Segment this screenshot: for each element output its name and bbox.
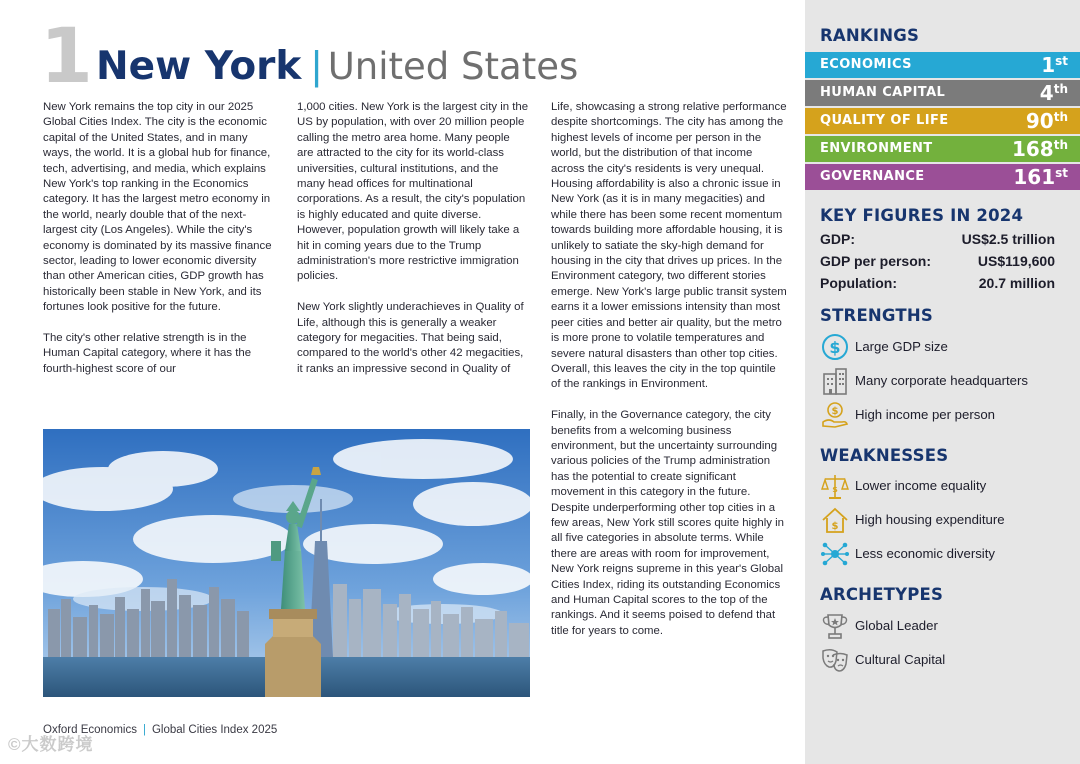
ranking-row-economics — [805, 52, 1080, 78]
report-name: Global Cities Index 2025 — [151, 724, 278, 736]
sidebar — [805, 0, 1080, 764]
watermark: ©大数跨境 — [8, 735, 94, 754]
ranking-row-quality-of-life — [805, 108, 1080, 134]
key-figures-heading: KEY FIGURES IN 2024 — [820, 206, 1024, 225]
theater-masks-icon — [820, 645, 850, 675]
key-figure-label: GDP: — [820, 231, 855, 247]
strength-label: High income per person — [855, 407, 996, 422]
strength-label: Many corporate headquarters — [855, 373, 1029, 388]
archetype-label: Cultural Capital — [855, 652, 946, 667]
key-figure-value: US$119,600 — [977, 253, 1055, 269]
svg-text:$: $ — [831, 521, 839, 532]
archetype-label: Global Leader — [855, 618, 938, 633]
key-figure-value: 20.7 million — [978, 275, 1055, 291]
key-figure-gdp-per-person — [820, 253, 1055, 269]
ranking-label: ENVIRONMENT — [820, 141, 933, 156]
rankings-heading: RANKINGS — [820, 26, 920, 45]
ranking-value: 168th — [1011, 137, 1068, 161]
title-separator: | — [311, 44, 322, 88]
body-column-3 — [551, 100, 787, 655]
ranking-row-environment — [805, 136, 1080, 162]
svg-text:$: $ — [831, 406, 839, 417]
paragraph: Finally, in the Governance category, the city benefits from a welcoming business environment, but the uncertainty surrounding various policies of the Trump administration has the potential to create significant movement in this category in the future. Despite underperforming other top cities in a few areas, New York still scores quite highly in all five categories in absolute terms. While there are areas with room for improvement, New York reigns supreme in this year's Global Cities Index, riding its outstanding Economics and Human Capital scores to the top of the rankings. And it seems poised to defend that title for years to come. — [551, 409, 784, 637]
paragraph: New York slightly underachieves in Quality of Life, although this is generally a weaker category for megacities. That being said, compared to the world's other 42 megacities, it ranks an impressive second in Quality of — [297, 301, 524, 375]
footer-separator: | — [142, 724, 146, 736]
network-icon — [820, 539, 850, 569]
ranking-row-governance — [805, 164, 1080, 190]
weakness-item — [820, 505, 1070, 535]
ranking-label: HUMAN CAPITAL — [820, 85, 946, 100]
house-dollar-icon — [820, 505, 850, 535]
watermark-text: 大数跨境 — [21, 735, 94, 754]
weaknesses-heading: WEAKNESSES — [820, 446, 949, 465]
chapter-number: 1 — [40, 11, 91, 100]
paragraph: The city's other relative strength is in the Human Capital category, where it has the fourth-highest score of our — [43, 332, 252, 375]
weakness-label: Lower income equality — [855, 478, 987, 493]
paragraph: Life, showcasing a strong relative performance despite shortcomings. The city has among the highest levels of income per person in the world, but the distribution of that income across the city's residents is very unequal. Housing affordability is also a chronic issue in New York (as it is in many megacities) and while there has been some recent momentum towards building more affordable housing, it is unlikely to satiate the sky-high demand for housing in the city that drives up prices. In the Environment category, two different stories emerge. New York's large public transit system earns it a lower emissions intensity than most peer cities and better air quality, but the metro is more prone to volatile temperatures and severe natural disasters than other top cities. Overall, this leaves the city in the top quintile of the rankings in Environment. — [551, 101, 787, 391]
body-column-1 — [43, 100, 275, 393]
ranking-value: 90th — [1025, 109, 1068, 133]
svg-text:$: $ — [829, 338, 841, 357]
archetype-item — [820, 645, 1070, 675]
ranking-label: ECONOMICS — [820, 57, 912, 72]
strength-label: Large GDP size — [855, 339, 948, 354]
publisher-name: Oxford Economics — [43, 724, 137, 736]
ranking-value: 4th — [1039, 81, 1068, 105]
balance-scale-icon — [820, 471, 850, 501]
trophy-icon — [820, 611, 850, 641]
country-name: United States — [327, 45, 579, 88]
page-title — [96, 42, 578, 91]
key-figure-value: US$2.5 trillion — [961, 231, 1055, 247]
ranking-label: QUALITY OF LIFE — [820, 113, 949, 128]
office-building-icon — [820, 366, 850, 396]
weakness-item — [820, 539, 1070, 569]
statue-of-liberty-photo — [43, 429, 530, 697]
ranking-row-human-capital — [805, 80, 1080, 106]
archetypes-heading: ARCHETYPES — [820, 585, 944, 604]
svg-text:$: $ — [832, 485, 838, 494]
dollar-circle-icon — [820, 332, 850, 362]
hand-money-icon — [820, 400, 850, 430]
weakness-label: Less economic diversity — [855, 546, 995, 561]
archetype-item — [820, 611, 1070, 641]
ranking-value: 161st — [1013, 165, 1068, 189]
strengths-heading: STRENGTHS — [820, 306, 933, 325]
key-figure-label: Population: — [820, 275, 897, 291]
weakness-item — [820, 471, 1070, 501]
key-figure-population — [820, 275, 1055, 291]
ranking-value: 1st — [1041, 53, 1068, 77]
city-name: New York — [96, 44, 302, 89]
key-figure-gdp — [820, 231, 1055, 247]
paragraph: 1,000 cities. New York is the largest city in the US by population, with over 20 million people calling the metro area home. Many people are attracted to the city for its world-class universities, cultural institutions, and the many head offices for multinational corporations. As a result, the city's population is highly educated and quite diverse. However, population growth will likely take a hit in coming years due to the Trump administration's more restrictive immigration policies. — [297, 101, 529, 283]
ranking-label: GOVERNANCE — [820, 169, 925, 184]
strength-item — [820, 366, 1070, 396]
weakness-label: High housing expenditure — [855, 512, 1005, 527]
paragraph: New York remains the top city in our 2025 Global Cities Index. The city is the economic capital of the United States, and in many ways, the world. It is a global hub for finance, tech, advertising, and media, which explains New York's top ranking in the Economics category. It has the largest metro economy in the world, nearly double that of the next-largest city (Los Angeles). While the city's economy is dominated by its massive finance sector, leading to lower economic diversity than other American cities, GDP growth has historically been stable in New York, and its fortunes look positive for the future. — [43, 101, 272, 314]
strength-item — [820, 332, 1070, 362]
key-figure-label: GDP per person: — [820, 253, 931, 269]
strength-item — [820, 400, 1070, 430]
body-column-2 — [297, 100, 529, 393]
